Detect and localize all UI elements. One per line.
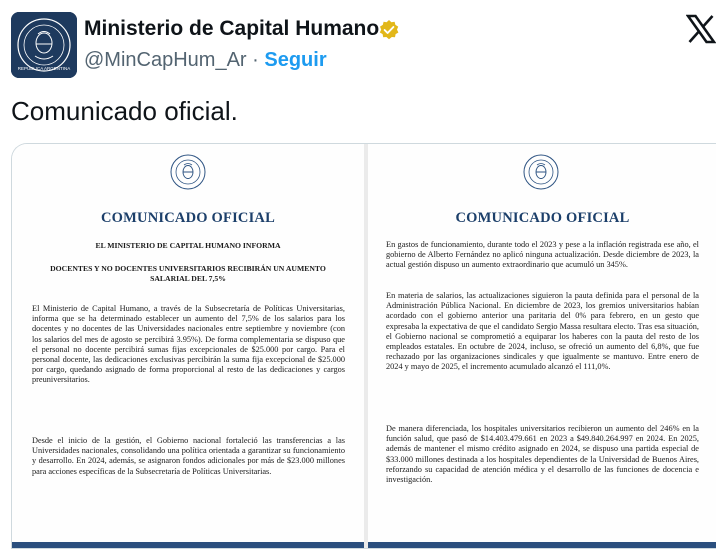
x-logo-icon[interactable]: [686, 14, 716, 44]
page-title: COMUNICADO OFICIAL: [455, 210, 630, 226]
paragraph-3: De manera diferenciada, los hospitales universitarios recibieron un aumento del 246% en la función salud, que pasó de $14.403.479.661 en 2023 a $49.840.264.997 en 2024. En 2025, además de mantener el mismo crédito asignado en 2024, se dispuso una partida especial de $33.000 millones destinada a los hospitales dependientes de la Universidad de Buenos Aires, reforzando su capacidad de atención médica y el desarrollo de las funciones de docencia e investigación.: [386, 424, 699, 485]
paragraph-2: En materia de salarios, las actualizaciones siguieron la pauta definida para el personal de la Administración Pública Nacional. En diciembre de 2023, los gremios universitarios habían acordado con el gobierno anterior una paritaria del 0% para febrero, en un gesto que expresaba la expectativa de que el candidato Sergio Massa resultara electo. Tras esa situación, el Gobierno nacional se comprometió a equiparar los haberes con la pauta del resto de los empleados estatales. En octubre de 2024, incluso, se ofreció un aumento del 6,8%, que fue rechazado por las organizaciones sindicales y que igualmente se mantuvo. Entre enero de 2024 y mayo de 2025, el incremento acumulado alcanzó el 111,0%.: [386, 291, 699, 372]
paragraph-2: Desde el inicio de la gestión, el Gobierno nacional fortaleció las transferencias a las Universidades nacionales, consolidando una política orientada a garantizar su funcionamiento y desarrollo. En 2024, además, se asignaron fondos adicionales por más de $23.000 millones para acciones específicas de la Subsecretaría de Políticas Universitarias.: [32, 436, 345, 476]
tweet-text: Comunicado oficial.: [11, 96, 238, 126]
handle-row: [84, 49, 327, 72]
tweet-header: [0, 0, 716, 90]
page-footer-bar: [12, 542, 364, 548]
escudo-seal-icon: [523, 154, 559, 190]
display-name[interactable]: Ministerio de Capital Humano: [84, 17, 380, 40]
svg-text:REPÚBLICA ARGENTINA: REPÚBLICA ARGENTINA: [17, 66, 71, 71]
page-title: COMUNICADO OFICIAL: [101, 210, 275, 226]
follow-button[interactable]: Seguir: [264, 49, 327, 71]
paragraph-1: En gastos de funcionamiento, durante todo el 2023 y pese a la inflación registrada ese año, el gobierno de Alberto Fernández no aplicó ninguna actualización. Desde diciembre de 2023, la actual gestión dispuso un aumento extraordinario que acumuló un 345%.: [386, 240, 699, 270]
escudo-seal-icon: [170, 154, 206, 190]
page-footer-bar: [368, 542, 716, 548]
subtitle-headline: DOCENTES Y NO DOCENTES UNIVERSITARIOS RECIBIRÁN UN AUMENTO SALARIAL DEL 7,5%: [50, 264, 326, 283]
separator: ·: [252, 49, 259, 71]
argentina-seal-icon: [11, 12, 77, 78]
paragraph-1: El Ministerio de Capital Humano, a través de la Subsecretaría de Políticas Universitarias, informa que se ha determinado establecer un aumento del 7,5% de los salarios para los docentes y no docentes de las Universidades nacionales entre septiembre y noviembre (con los salarios del mes de agosto se percibirá 3.95%). De forma complementaria se dispuso que el personal no docente percibirá sumas fijas excepcionales de $25.000 por cargo. Para el personal docente, las dedicaciones exclusivas percibirán la suma fija excepcional de $25.000 por cargo, quedando asignado de forma proporcional al resto de las dedicaciones y cargos preuniversitarios.: [32, 304, 345, 385]
document-page-2[interactable]: [368, 144, 716, 548]
document-page-1[interactable]: [12, 144, 364, 548]
media-attachments[interactable]: [11, 143, 716, 549]
handle[interactable]: @MinCapHum_Ar: [84, 49, 247, 71]
avatar[interactable]: [11, 12, 77, 78]
verified-badge-icon: [378, 19, 400, 41]
subtitle-informa: EL MINISTERIO DE CAPITAL HUMANO INFORMA: [95, 241, 281, 250]
